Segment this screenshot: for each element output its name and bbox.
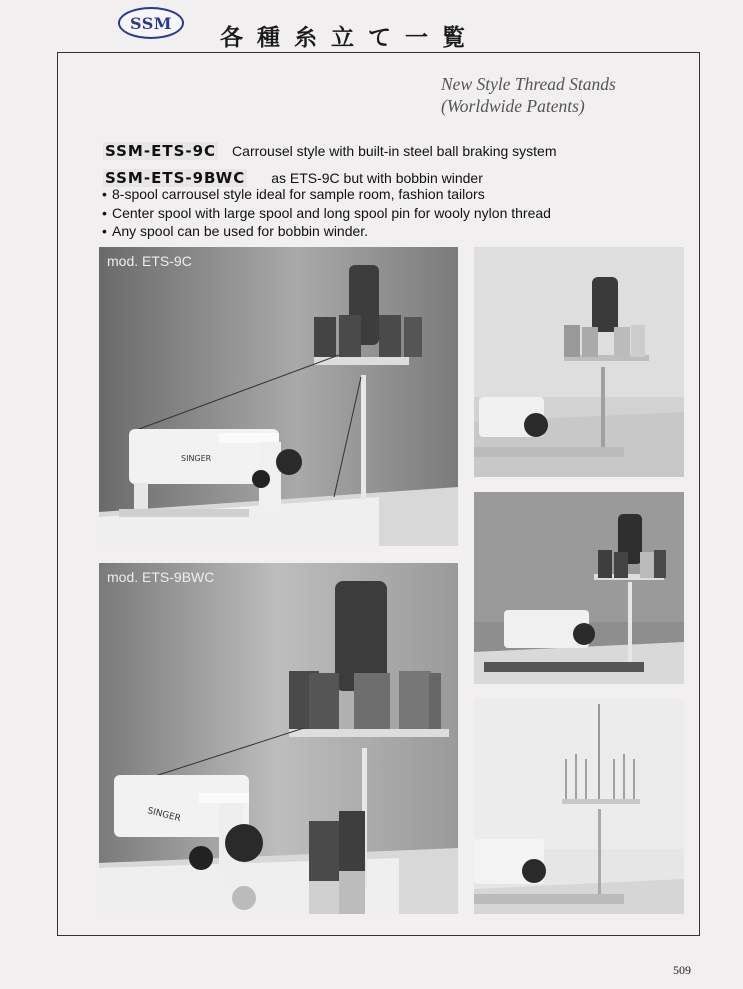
- photo-label-ets-9c: mod. ETS-9C: [107, 253, 192, 269]
- photo-ets-9c: [99, 247, 458, 546]
- stand-title-line1: New Style Thread Stands: [441, 74, 616, 94]
- page-number: 509: [673, 963, 691, 977]
- feature-item: • 8-spool carrousel style ideal for sample room, fashion tailors: [102, 185, 551, 204]
- model-code: SSM-ETS-9BWC: [105, 168, 246, 187]
- stand-title: [441, 73, 616, 117]
- photo-side-2: [474, 492, 684, 684]
- machine-brand-text: SINGER: [181, 454, 212, 463]
- photo-label-ets-9bwc: mod. ETS-9BWC: [107, 569, 215, 585]
- photo-side-3-image: [474, 699, 684, 914]
- model-description: as ETS-9C but with bobbin winder: [271, 169, 483, 186]
- feature-item: • Center spool with large spool and long spool pin for wooly nylon thread: [102, 204, 551, 223]
- feature-item: • Any spool can be used for bobbin winder.: [102, 222, 551, 241]
- stand-title-line2: (Worldwide Patents): [441, 96, 585, 116]
- feature-list: [102, 185, 551, 241]
- photo-ets-9bwc-image: [99, 563, 458, 914]
- photo-ets-9bwc: [99, 563, 458, 914]
- model-description: Carrousel style with built-in steel ball braking system: [232, 142, 557, 159]
- model-item-ets-9c: [103, 137, 557, 164]
- logo-text: SSM: [130, 13, 172, 33]
- ssm-logo: [118, 7, 184, 39]
- photo-side-1: [474, 247, 684, 477]
- photo-side-3: [474, 699, 684, 914]
- photo-ets-9c-image: [99, 247, 458, 546]
- page-heading: 各種糸立て一覧: [220, 24, 479, 51]
- photo-side-1-image: [474, 247, 684, 477]
- photo-side-2-image: [474, 492, 684, 684]
- model-list: [103, 137, 557, 191]
- model-code: SSM-ETS-9C: [105, 141, 217, 160]
- machine-brand-text: SINGER: [146, 806, 182, 825]
